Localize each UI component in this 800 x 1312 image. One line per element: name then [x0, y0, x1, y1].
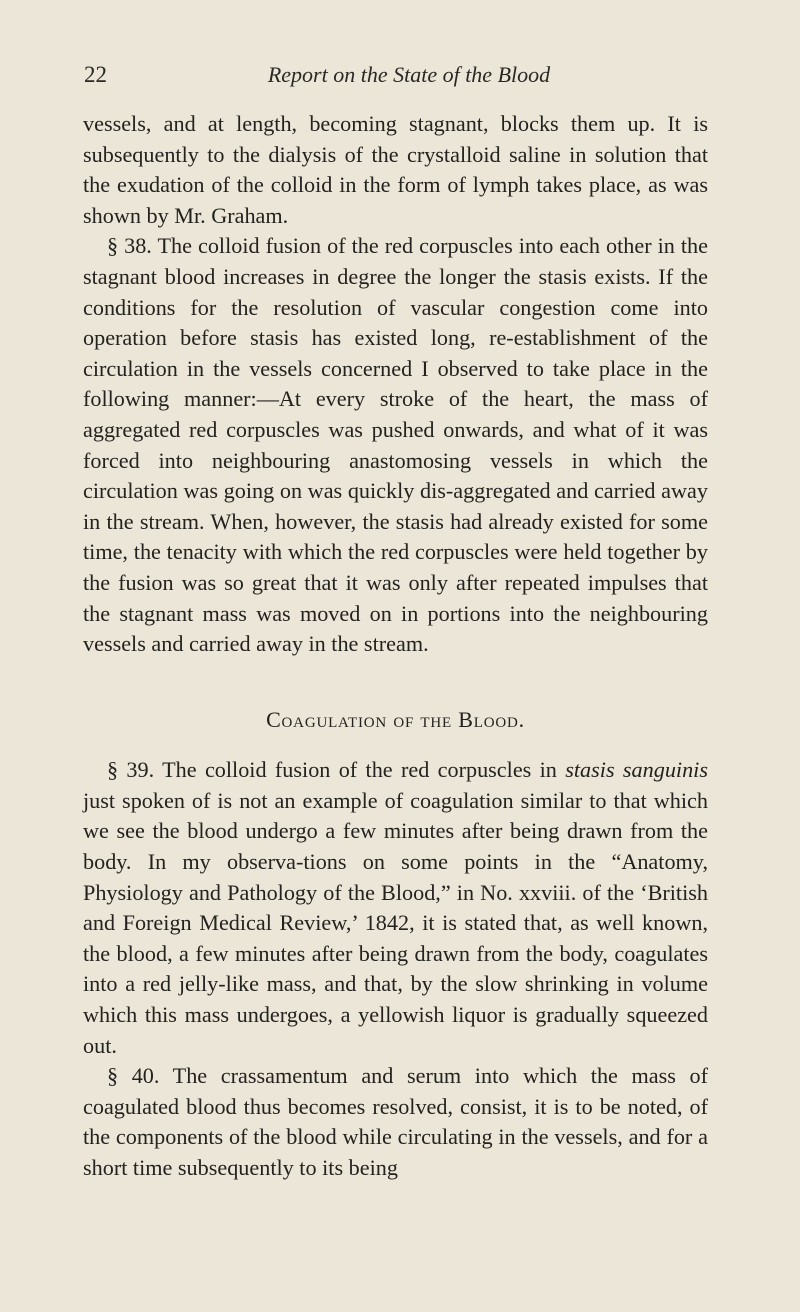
- page-number: 22: [84, 62, 107, 87]
- paragraph-section-39-italic: stasis sanguinis: [565, 757, 708, 783]
- paragraph-continuation: vessels, and at length, becoming stagnant, blocks them up. It is subsequently to the dialysis of the crystalloid saline in solution that the exudation of the colloid in the form of lymph takes place, as was shown by Mr. Graham.: [83, 111, 708, 228]
- paragraph-section-39-lead: § 39. The colloid fusion of the red corpuscles in: [107, 757, 566, 783]
- paragraph-section-39-rest: just spoken of is not an example of coagulation similar to that which we see the blood undergo a few minutes after being drawn from the body. In my observa-tions on some points in the “Anatomy, Physiology and Pathology of the Blood,” in No. xxviii. of the ‘British and Foreign Medical Review,’ 1842, it is stated that, as well known, the blood, a few minutes after being drawn from the body, coagulates into a red jelly-like mass, and that, by the slow shrinking in volume which this mass undergoes, a yellowish liquor is gradually squeezed out.: [83, 787, 708, 1058]
- paragraph-section-40: § 40. The crassamentum and serum into which the mass of coagulated blood thus becomes resolved, consist, it is to be noted, of the components of the blood while circulating in the vessels, and for a short time subsequently to its being: [83, 1063, 708, 1180]
- paragraph-section-39: [83, 755, 708, 1061]
- running-head: Report on the State of the Blood: [267, 62, 551, 87]
- page-header: [84, 62, 734, 96]
- body-text: [83, 109, 708, 1184]
- paragraph-section-38: § 38. The colloid fusion of the red corpuscles into each other in the stagnant blood increases in degree the longer the stasis exists. If the conditions for the resolution of vascular congestion come into operation before stasis has existed long, re-establishment of the circulation in the vessels concerned I observed to take place in the following manner:—At every stroke of the heart, the mass of aggregated red corpuscles was pushed onwards, and what of it was forced into neighbouring anastomosing vessels in which the circulation was going on was quickly dis-aggregated and carried away in the stream. When, however, the stasis had already existed for some time, the tenacity with which the red corpuscles were held together by the fusion was so great that it was only after repeated impulses that the stagnant mass was moved on in portions into the neighbouring vessels and carried away in the stream.: [83, 233, 708, 657]
- section-heading: Coagulation of the Blood.: [266, 706, 525, 732]
